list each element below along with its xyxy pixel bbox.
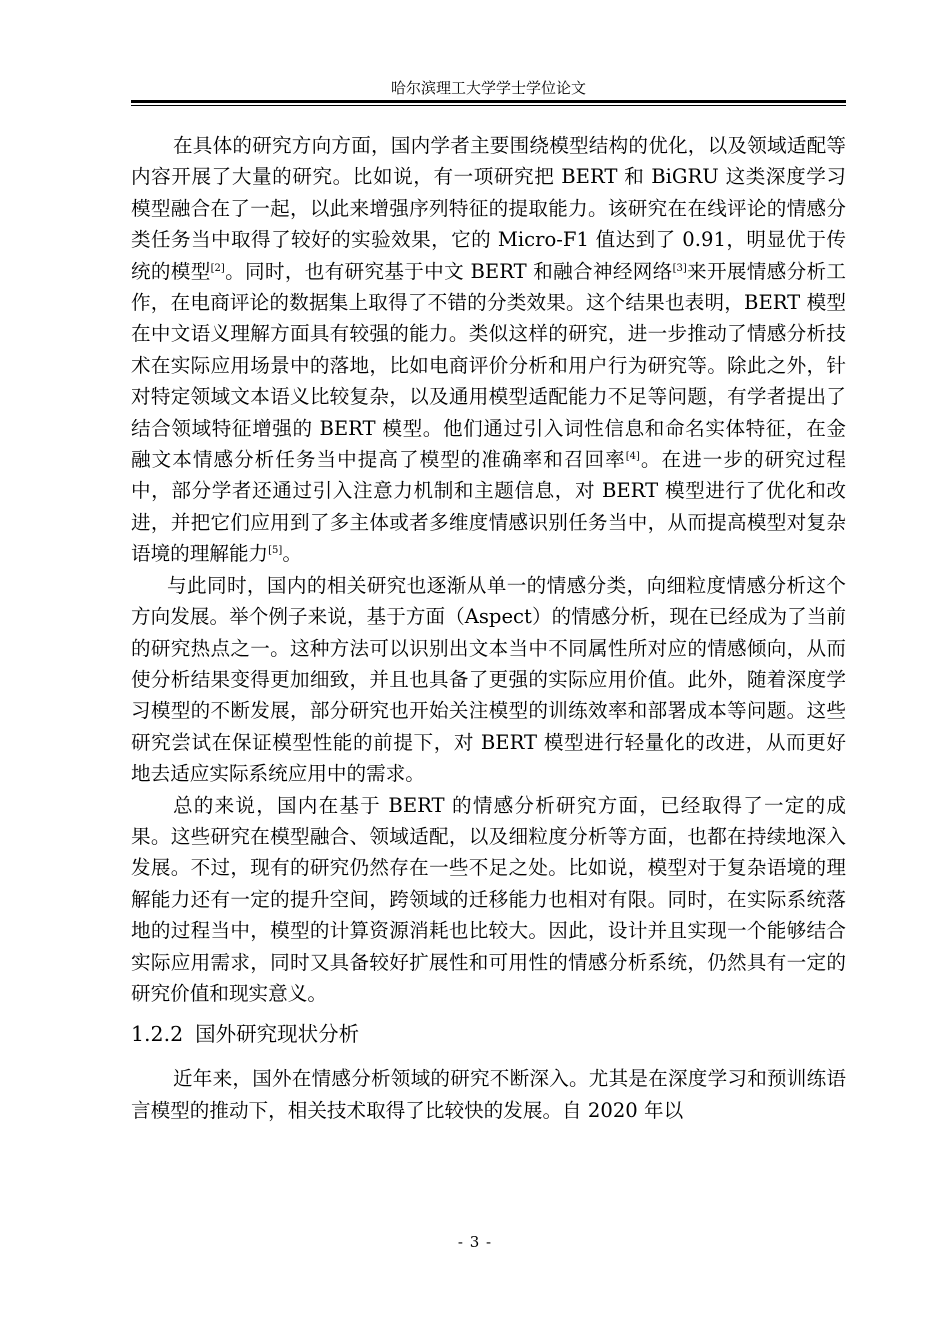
citation-ref: [2] <box>210 262 225 274</box>
paragraph-fine-grained: 与此同时，国内的相关研究也逐渐从单一的情感分类，向细粒度情感分析这个方向发展。举个例子来说，基于方面（Aspect）的情感分析，现在已经成为了当前的研究热点之一。这种方法可以识别出文本当中不同属性所对应的情感倾向，从而使分析结果变得更加细致，并且也具备了更强的实际应用价值。此外，随着深度学习模型的不断发展，部分研究也开始关注模型的训练效率和部署成本等问题。这些研究尝试在保证模型性能的前提下，对 BERT 模型进行轻量化的改进，从而更好地去适应实际系统应用中的需求。 <box>131 573 846 786</box>
body-text <box>131 130 846 1126</box>
paragraph-summary: 总的来说，国内在基于 BERT 的情感分析研究方面，已经取得了一定的成果。这些研究在模型融合、领域适配，以及细粒度分析等方面，也都在持续地深入发展。不过，现有的研究仍然存在一些不足之处。比如说，模型对于复杂语境的理解能力还有一定的提升空间，跨领域的迁移能力也相对有限。同时，在实际系统落地的过程当中，模型的计算资源消耗也比较大。因此，设计并且实现一个能够结合实际应用需求，同时又具备较好扩展性和可用性的情感分析系统，仍然具有一定的研究价值和现实意义。 <box>131 793 846 1005</box>
header-rule-thick <box>131 100 846 103</box>
paragraph-text: 来开展情感分析工作，在电商评论的数据集上取得了不错的分类效果。这个结果也表明，BERT 模型在中文语义理解方面具有较强的能力。类似这样的研究，进一步推动了情感分析技术在实际应用场景中的落地，比如电商评价分析和用户行为研究等。除此之外，针对特定领域文本语义比较复杂，以及通用模型适配能力不足等问题，有学者提出了结合领域特征增强的 BERT 模型。他们通过引入词性信息和命名实体特征，在金融文本情感分析任务当中提高了模型的准确率和召回率 <box>131 259 846 472</box>
running-header: 哈尔滨理工大学学士学位论文 <box>390 79 586 97</box>
paragraph-text: 。在进一步的研究过程中，部分学者还通过引入注意力机制和主题信息，对 BERT 模型进行了优化和改进，并把它们应用到了多主体或者多维度情感识别任务当中，从而提高模型对复杂语境的理解能力 <box>131 448 847 566</box>
paragraph-domestic-directions <box>131 130 846 570</box>
page-number: - 3 - <box>457 1233 493 1251</box>
citation-ref: [4] <box>625 451 640 463</box>
paragraph-text: 。同时，也有研究基于中文 BERT 和融合神经网络 <box>224 259 673 283</box>
citation-ref: [3] <box>672 262 687 274</box>
citation-ref: [5] <box>268 545 283 557</box>
header-rule-thin <box>131 105 846 106</box>
section-number: 1.2.2 <box>131 1022 184 1047</box>
paragraph-text: 。 <box>282 542 302 566</box>
paragraph-text: 在具体的研究方向方面，国内学者主要围绕模型结构的优化，以及领域适配等内容开展了大量的研究。比如说，有一项研究把 BERT 和 BiGRU 这类深度学习模型融合在了一起，以此来增强序列特征的提取能力。该研究在在线评论的情感分类任务当中取得了较好的实验效果，它的 Micro-F1 值达到了 0.91，明显优于传统的模型 <box>131 134 846 283</box>
section-title: 国外研究现状分析 <box>195 1022 360 1047</box>
paragraph-foreign-research: 近年来，国外在情感分析领域的研究不断深入。尤其是在深度学习和预训练语言模型的推动下，相关技术取得了比较快的发展。自 2020 年以 <box>131 1067 846 1122</box>
section-heading <box>131 1017 846 1051</box>
